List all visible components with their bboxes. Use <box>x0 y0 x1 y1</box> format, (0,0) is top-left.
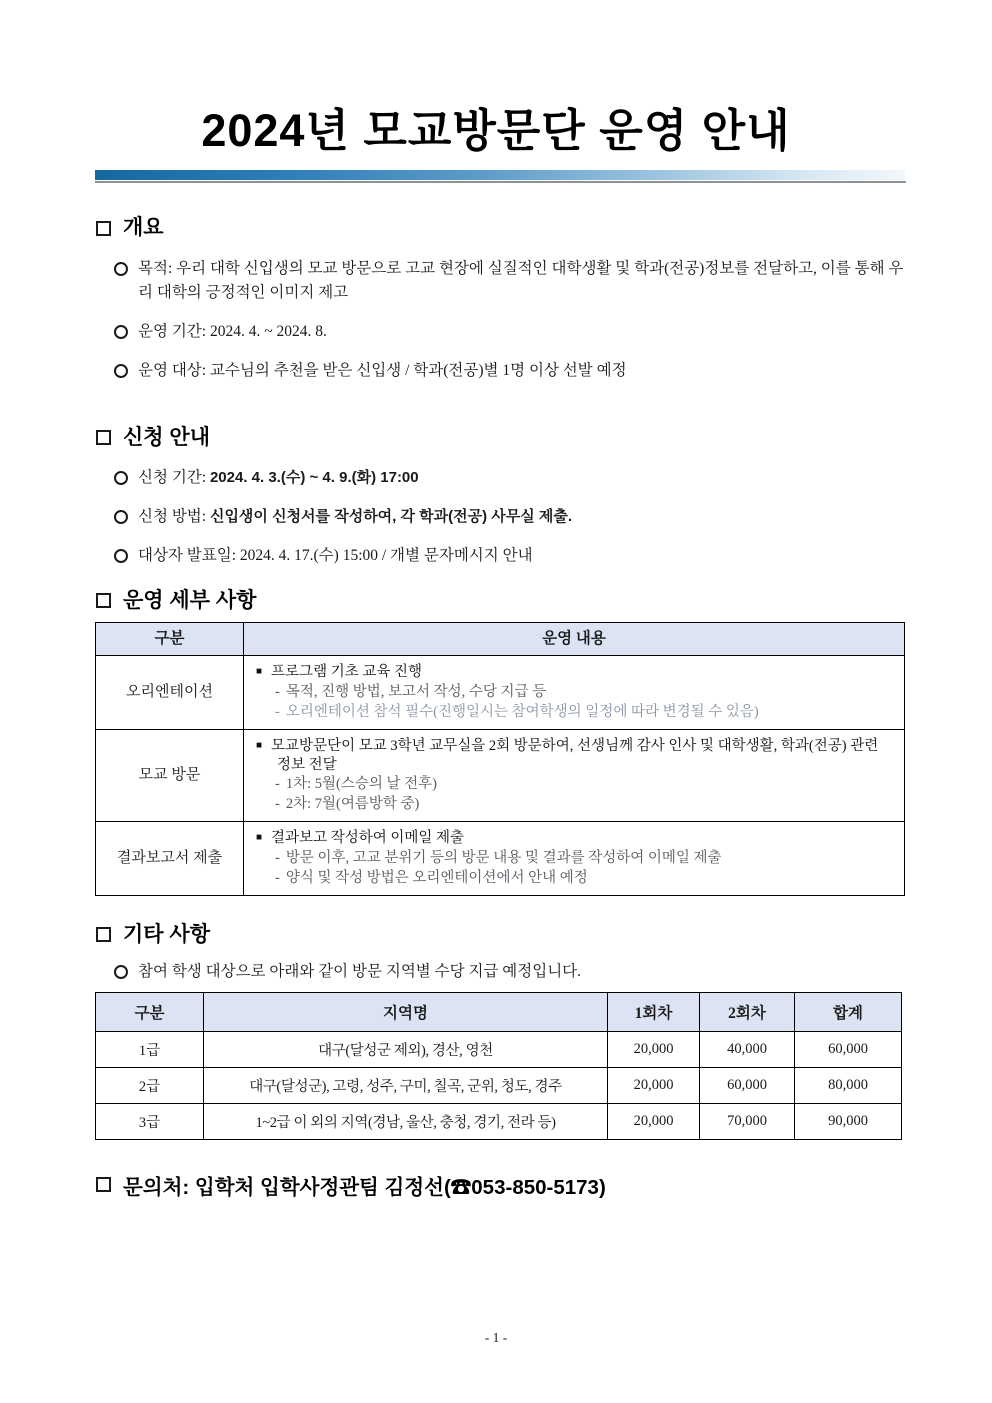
grade-cell: 2급 <box>96 1067 204 1103</box>
square-bullet-icon <box>96 221 111 236</box>
circle-bullet-icon <box>114 965 128 979</box>
section-heading-details <box>96 588 906 614</box>
dash-bullet-icon <box>275 704 286 720</box>
sub-line-text: 양식 및 작성 방법은 오리엔테이션에서 안내 예정 <box>285 869 588 886</box>
operation-details-table <box>95 622 905 896</box>
round1-amount-cell: 20,000 <box>608 1031 700 1067</box>
total-amount-cell: 80,000 <box>795 1067 902 1103</box>
square-bullet-icon <box>96 927 111 942</box>
list-item-text: 운영 기간: 2024. 4. ~ 2024. 8. <box>138 322 327 340</box>
total-amount-cell: 60,000 <box>795 1031 902 1067</box>
list-item-text: 참여 학생 대상으로 아래와 같이 방문 지역별 수당 지급 예정입니다. <box>138 962 582 980</box>
header-cell-grade: 구분 <box>96 992 204 1031</box>
contact-text: 문의처: 입학처 입학사정관팀 김정선(☎053-850-5173) <box>123 1175 606 1199</box>
list-item <box>114 359 906 383</box>
list-item-text: 운영 대상: 교수님의 추천을 받은 신입생 / 학과(전공)별 1명 이상 선발 예정 <box>138 361 627 379</box>
grade-cell: 3급 <box>96 1103 204 1139</box>
table-row <box>96 656 905 730</box>
table-header-row <box>96 623 905 656</box>
title-accent-underline <box>95 181 906 183</box>
sub-line-text: 오리엔테이션 참석 필수(진행일시는 참여학생의 일정에 따라 변경될 수 있음) <box>285 703 759 720</box>
main-line-text: 모교방문단이 모교 3학년 교무실을 2회 방문하여, 선생님께 감사 인사 및 대학생활, 학과(전공) 관련 정보 전달 <box>271 737 879 773</box>
section-heading-application <box>96 425 906 451</box>
region-cell: 대구(달성군 제외), 경산, 영천 <box>204 1031 608 1067</box>
circle-bullet-icon <box>114 471 128 485</box>
document-content <box>0 215 992 614</box>
region-cell: 1~2급 이 외의 지역(경남, 울산, 충청, 경기, 전라 등) <box>204 1103 608 1139</box>
square-bullet-icon <box>96 1177 111 1192</box>
main-line <box>256 737 894 775</box>
sub-line <box>256 775 894 794</box>
round1-amount-cell: 20,000 <box>608 1103 700 1139</box>
section-heading-label: 신청 안내 <box>123 425 210 449</box>
document-content-lower <box>0 922 992 984</box>
sub-line <box>256 683 894 702</box>
page-number: - 1 - <box>484 1330 508 1345</box>
item-emphasis: 2024. 4. 3.(수) ~ 4. 9.(화) 17:00 <box>209 468 419 486</box>
region-cell: 대구(달성군), 고령, 성주, 구미, 칠곡, 군위, 청도, 경주 <box>204 1067 608 1103</box>
list-item <box>114 320 906 344</box>
list-item-text: 목적: 우리 대학 신입생의 모교 방문으로 고교 현장에 실질적인 대학생활 및 학과(전공)정보를 전달하고, 이를 통해 우리 대학의 긍정적인 이미지 제고 <box>138 259 904 301</box>
sub-line-text: 방문 이후, 고교 분위기 등의 방문 내용 및 결과를 작성하여 이메일 제출 <box>285 850 722 866</box>
round1-amount-cell: 20,000 <box>608 1067 700 1103</box>
category-cell: 결과보고서 제출 <box>96 822 244 896</box>
table-header-row <box>96 992 902 1031</box>
dash-bullet-icon <box>275 850 286 866</box>
table-row <box>96 1067 902 1103</box>
item-emphasis: 신입생이 신청서를 작성하여, 각 학과(전공) 사무실 제출. <box>209 507 573 525</box>
main-line-text: 결과보고 작성하여 이메일 제출 <box>271 830 465 847</box>
document-title: 2024년 모교방문단 운영 안내 <box>201 105 791 156</box>
circle-bullet-icon <box>114 510 128 524</box>
list-item <box>114 466 906 490</box>
total-amount-cell: 90,000 <box>795 1103 902 1139</box>
section-heading-etc <box>96 922 906 948</box>
header-cell-category: 구분 <box>96 623 244 656</box>
main-line-text: 프로그램 기초 교육 진행 <box>271 664 422 681</box>
grade-cell: 1급 <box>96 1031 204 1067</box>
square-bullet-icon <box>96 593 111 608</box>
section-heading-overview <box>96 215 906 241</box>
square-bullet-icon <box>96 430 111 445</box>
table-row <box>96 1031 902 1067</box>
sub-line-text: 1차: 5월(스승의 날 전후) <box>285 776 437 793</box>
filled-square-bullet-icon <box>256 664 271 680</box>
list-item-text <box>138 505 906 529</box>
section-heading-label: 개요 <box>123 216 164 240</box>
section-heading-label: 기타 사항 <box>123 922 210 946</box>
contact-line <box>96 1170 992 1200</box>
list-item <box>114 505 906 529</box>
header-cell-region: 지역명 <box>204 992 608 1031</box>
dash-bullet-icon <box>275 796 286 812</box>
category-cell: 오리엔테이션 <box>96 656 244 730</box>
content-cell <box>244 822 905 896</box>
sub-line-text: 목적, 진행 방법, 보고서 작성, 수당 지급 등 <box>285 684 547 701</box>
main-line <box>256 829 894 848</box>
circle-bullet-icon <box>114 364 128 378</box>
item-label: 신청 기간: <box>138 468 210 486</box>
header-cell-content: 운영 내용 <box>244 623 905 656</box>
table-row <box>96 729 905 821</box>
sub-line <box>256 849 894 868</box>
table-row <box>96 1103 902 1139</box>
table-row <box>96 822 905 896</box>
sub-line <box>256 795 894 814</box>
filled-square-bullet-icon <box>256 830 271 846</box>
round2-amount-cell: 60,000 <box>700 1067 795 1103</box>
sub-line <box>256 703 894 722</box>
list-item-text <box>138 466 906 490</box>
header-cell-round2: 2회차 <box>700 992 795 1031</box>
header-cell-round1: 1회차 <box>608 992 700 1031</box>
content-cell <box>244 729 905 821</box>
allowance-table <box>95 992 902 1140</box>
circle-bullet-icon <box>114 262 128 276</box>
list-item-text <box>138 544 906 568</box>
item-label: 신청 방법: <box>138 507 210 525</box>
title-accent-bar <box>95 170 905 180</box>
section-heading-label: 운영 세부 사항 <box>123 588 257 612</box>
item-label: 대상자 발표일: 2024. 4. 17.(수) 15:00 / 개별 문자메시지 안내 <box>138 546 533 564</box>
sub-line <box>256 869 894 888</box>
dash-bullet-icon <box>275 776 286 792</box>
circle-bullet-icon <box>114 325 128 339</box>
header-cell-total: 합계 <box>795 992 902 1031</box>
sub-line-text: 2차: 7월(여름방학 중) <box>285 796 420 813</box>
dash-bullet-icon <box>275 870 286 886</box>
list-item <box>114 257 906 305</box>
round2-amount-cell: 70,000 <box>700 1103 795 1139</box>
category-cell: 모교 방문 <box>96 729 244 821</box>
filled-square-bullet-icon <box>256 738 271 754</box>
circle-bullet-icon <box>114 549 128 563</box>
main-line <box>256 663 894 682</box>
dash-bullet-icon <box>275 684 286 700</box>
list-item <box>114 960 906 984</box>
round2-amount-cell: 40,000 <box>700 1031 795 1067</box>
content-cell <box>244 656 905 730</box>
list-item <box>114 544 906 568</box>
